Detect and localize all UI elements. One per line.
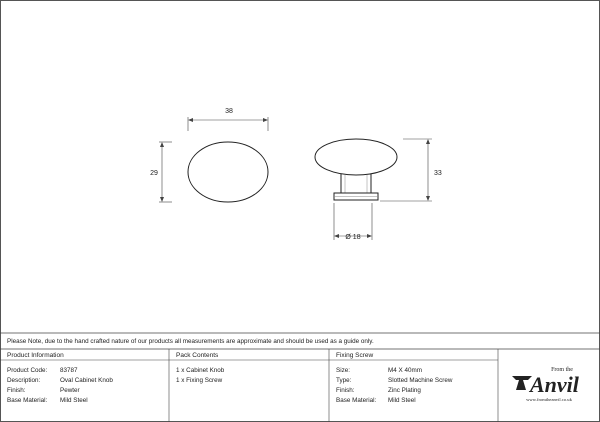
product-code-value: 83787	[60, 367, 78, 374]
front-view-oval	[188, 142, 268, 202]
pack-contents-header: Pack Contents	[176, 352, 219, 359]
fixing-screw-rows	[336, 367, 453, 404]
pack-item: 1 x Fixing Screw	[176, 377, 223, 384]
disclaimer-note: Please Note, due to the hand crafted nature of our products all measurements are approximate and should be used as a guide only.	[7, 338, 374, 345]
screw-base-material-value: Mild Steel	[388, 397, 416, 404]
screw-size-value: M4 X 40mm	[388, 367, 422, 374]
width-arrow-right	[263, 118, 268, 122]
logo-tagline: From the	[551, 367, 573, 373]
width-dimension-label: 38	[225, 108, 233, 115]
height-dimension-label: 29	[150, 170, 158, 177]
height-arrow-bottom	[160, 197, 164, 202]
side-height-dimension-label: 33	[434, 170, 442, 177]
screw-base-material-label: Base Material:	[336, 397, 377, 404]
screw-finish-label: Finish:	[336, 387, 355, 394]
side-height-arrow-bottom	[426, 196, 430, 201]
front-view	[150, 108, 268, 202]
screw-finish-value: Zinc Plating	[388, 387, 421, 394]
base-material-label: Base Material:	[7, 397, 48, 404]
product-info-header: Product Information	[7, 352, 64, 359]
diameter-arrow-left	[334, 234, 339, 238]
logo-url: www.fromtheanvil.co.uk	[526, 397, 572, 402]
description-value: Oval Cabinet Knob	[60, 377, 113, 384]
side-height-arrow-top	[426, 139, 430, 144]
product-code-label: Product Code:	[7, 367, 48, 374]
info-panel	[0, 333, 600, 422]
screw-size-label: Size:	[336, 367, 350, 374]
width-arrow-left	[188, 118, 193, 122]
fixing-screw-header: Fixing Screw	[336, 352, 374, 359]
anvil-icon	[512, 376, 532, 390]
base-material-value: Mild Steel	[60, 397, 88, 404]
screw-type-value: Slotted Machine Screw	[388, 377, 453, 384]
screw-type-label: Type:	[336, 377, 352, 384]
product-info-rows	[7, 367, 113, 404]
knob-head-profile	[315, 139, 397, 175]
pack-item: 1 x Cabinet Knob	[176, 367, 225, 374]
finish-value: Pewter	[60, 387, 80, 394]
from-the-anvil-logo	[512, 367, 580, 402]
description-label: Description:	[7, 377, 41, 384]
logo-wordmark: Anvil	[530, 372, 579, 397]
finish-label: Finish:	[7, 387, 26, 394]
sheet-border	[1, 1, 600, 422]
side-view	[315, 139, 442, 241]
knob-stem-outline	[341, 174, 371, 193]
diameter-dimension-label: Ø 18	[345, 234, 361, 241]
height-arrow-top	[160, 142, 164, 147]
diameter-arrow-right	[367, 234, 372, 238]
